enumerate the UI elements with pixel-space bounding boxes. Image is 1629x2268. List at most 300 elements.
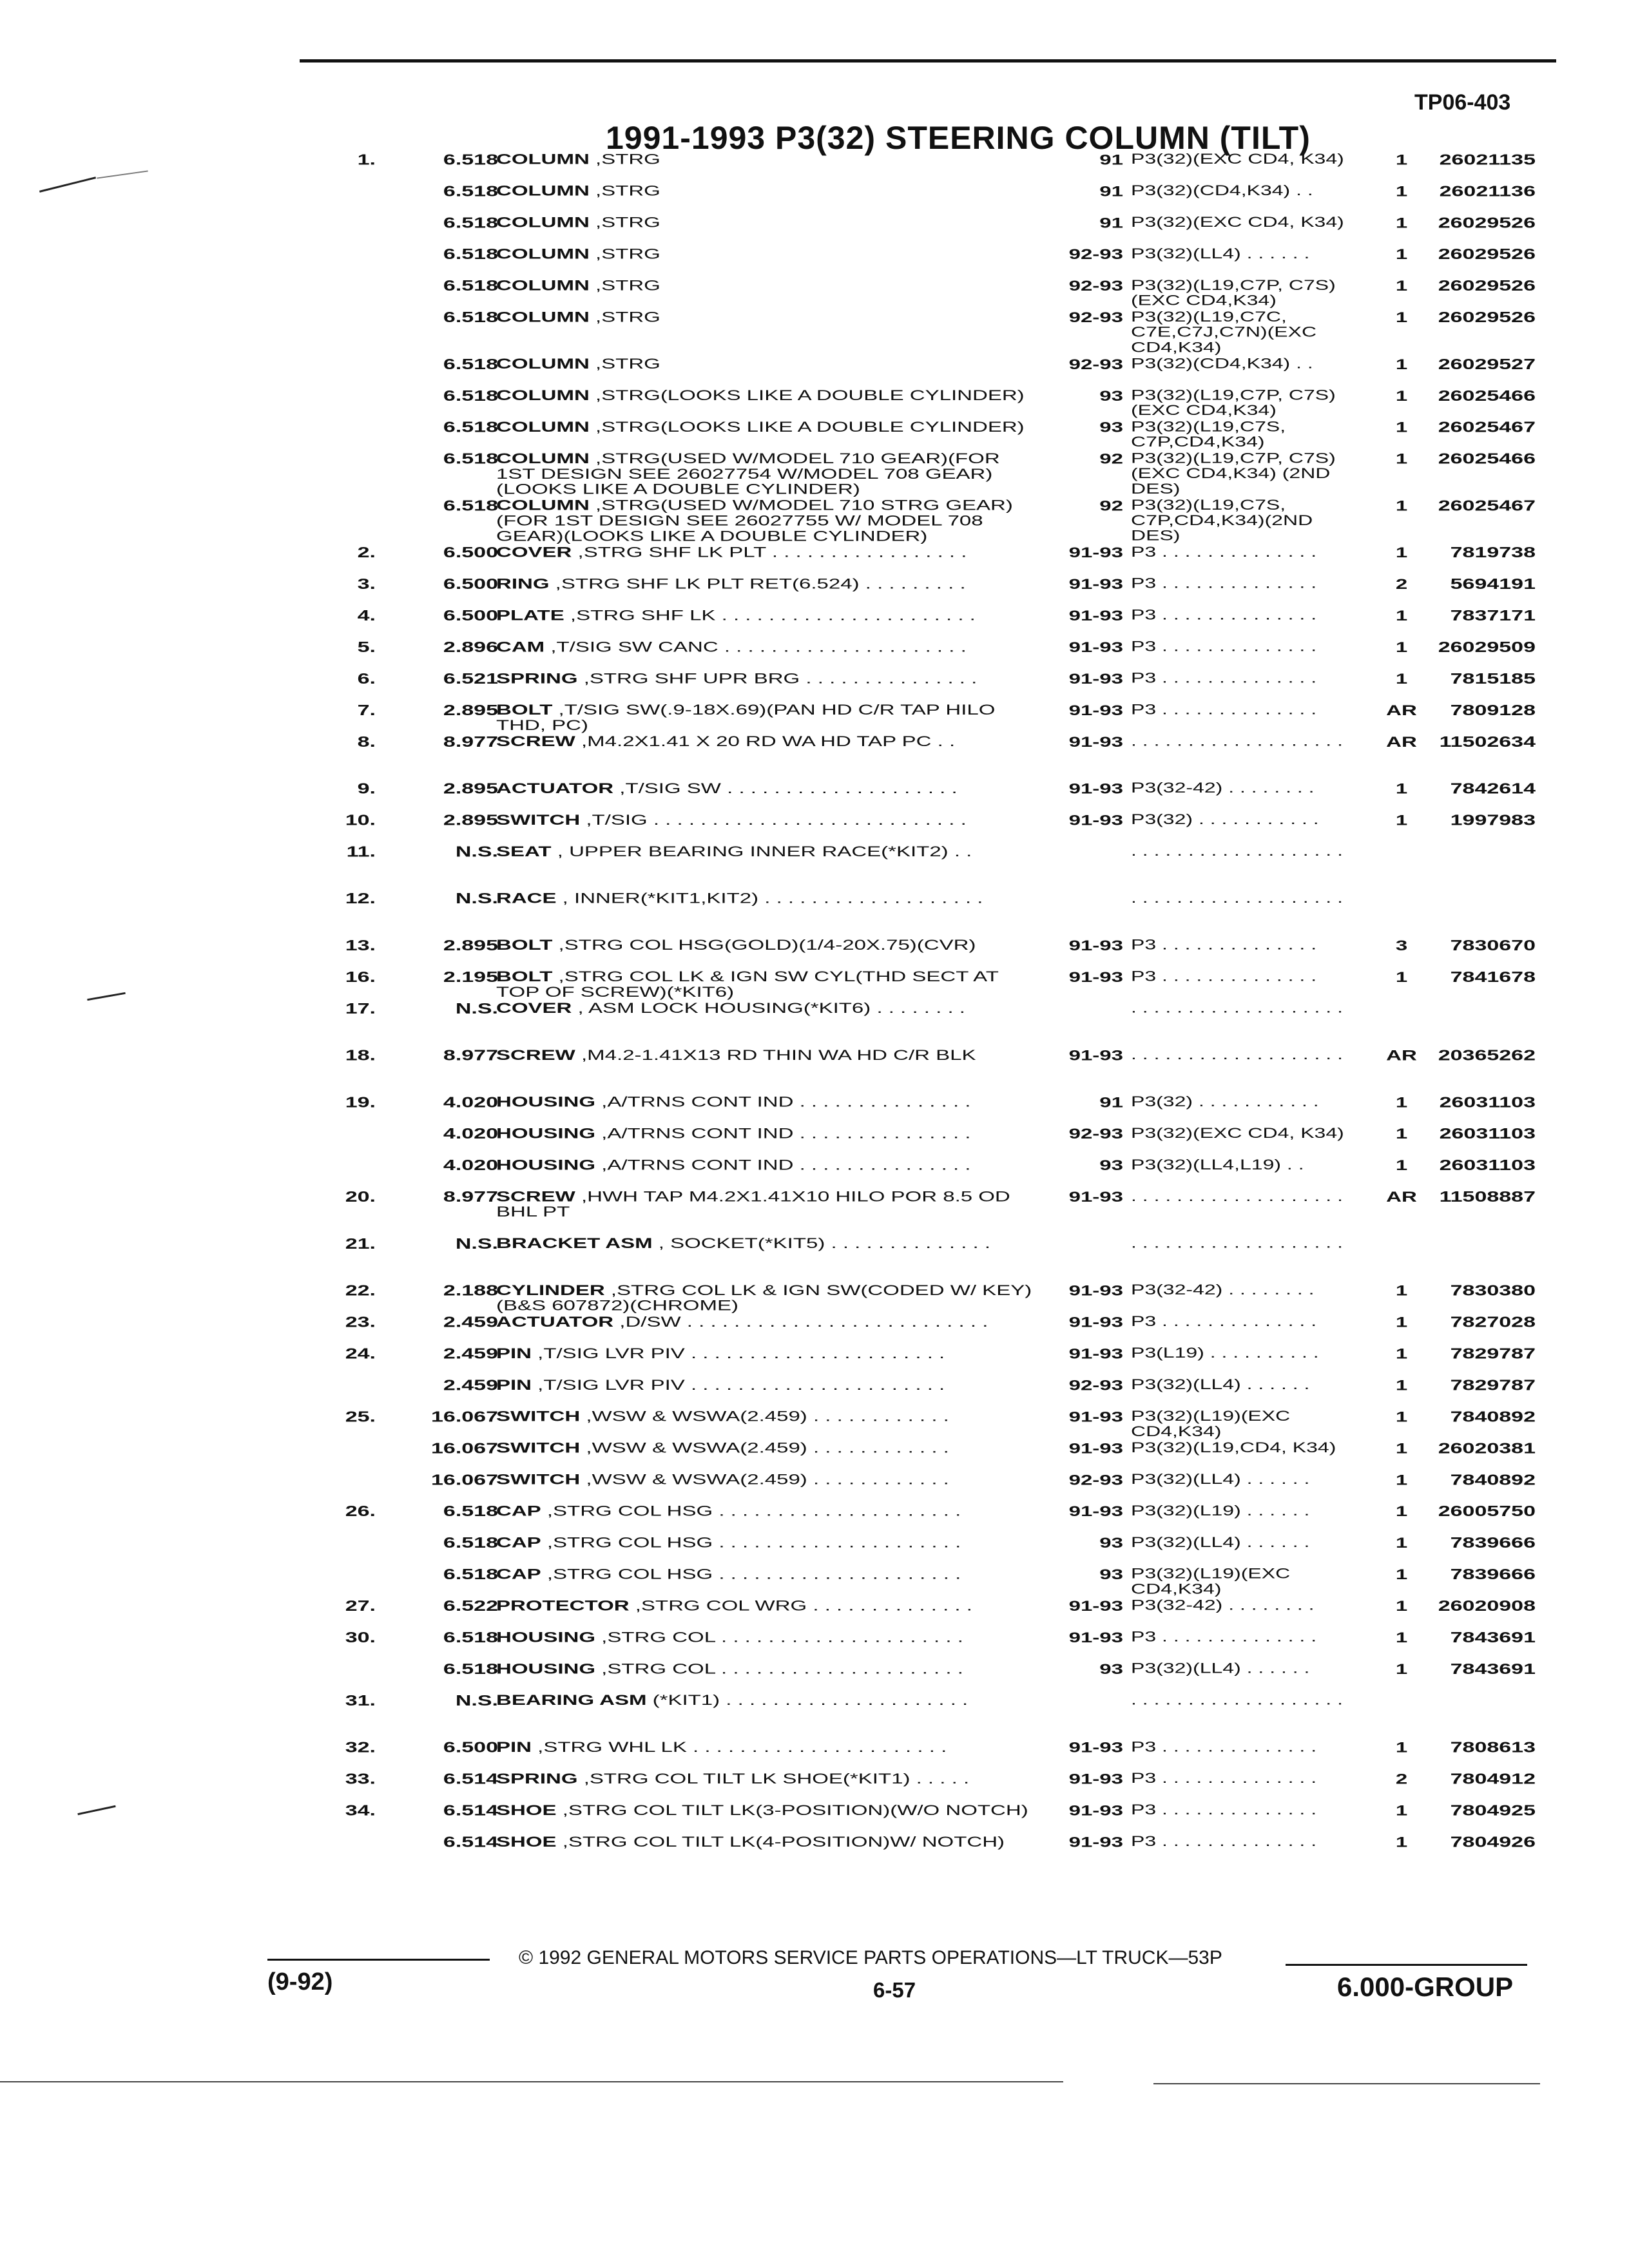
- group-number: 16.067: [431, 1471, 498, 1488]
- model-applicability: P3(32)(EXC CD4, K34): [1131, 1125, 1344, 1141]
- part-number: 7842614: [1450, 780, 1536, 798]
- table-row: [0, 419, 1629, 450]
- part-description: [496, 1189, 1044, 1220]
- part-number: 7819738: [1450, 544, 1536, 561]
- group-number: 6.514: [443, 1834, 498, 1850]
- quantity: AR: [1386, 1047, 1417, 1064]
- part-detail: , SOCKET(*KIT5) . . . . . . . . . . . . . .: [652, 1235, 991, 1251]
- group-number: 6.518: [443, 1566, 498, 1583]
- part-number: 7808613: [1450, 1739, 1536, 1756]
- model-applicability: P3(32)(L19,C7S, C7P,CD4,K34): [1131, 418, 1286, 450]
- quantity: 2: [1395, 1771, 1408, 1787]
- part-detail: ,STRG: [589, 355, 660, 372]
- part-number: 11502634: [1439, 733, 1536, 751]
- group-number: 4.020: [443, 1157, 498, 1174]
- table-row: [0, 1692, 1629, 1739]
- part-number: 26025467: [1438, 497, 1536, 514]
- ref-number: 12.: [345, 890, 376, 907]
- ref-number: 32.: [345, 1739, 376, 1756]
- part-name: SPRING: [496, 669, 578, 687]
- ref-number: 17.: [345, 1000, 376, 1017]
- model-applicability: P3(32)(L19)(EXC CD4,K34): [1131, 1566, 1291, 1597]
- quantity: AR: [1386, 702, 1417, 718]
- part-description: [496, 1503, 1044, 1519]
- quantity: 1: [1395, 607, 1408, 624]
- model-applicability: P3 . . . . . . . . . . . . . .: [1131, 575, 1317, 591]
- part-description: [496, 1235, 1044, 1251]
- model-years: 91: [1099, 1093, 1123, 1111]
- table-row: [0, 1189, 1629, 1236]
- model-years: 92-93: [1068, 356, 1123, 372]
- part-name: ACTUATOR: [496, 1313, 614, 1330]
- part-name: SCREW: [496, 1046, 575, 1063]
- part-description: [496, 419, 1044, 434]
- quantity: 1: [1395, 1503, 1408, 1519]
- part-description: [496, 151, 1044, 167]
- part-name: PIN: [496, 1738, 532, 1755]
- part-name: RACE: [496, 890, 557, 907]
- part-detail: (*KIT1) . . . . . . . . . . . . . . . . . . . . .: [646, 1691, 969, 1708]
- model-years: 91-93: [1068, 1314, 1123, 1331]
- part-detail: ,STRG SHF LK PLT RET(6.524) . . . . . . . . .: [549, 575, 966, 592]
- ref-number: 34.: [345, 1802, 376, 1819]
- table-row: [0, 733, 1629, 780]
- part-name: PIN: [496, 1376, 532, 1393]
- quantity: 1: [1395, 277, 1408, 294]
- part-description: [496, 1408, 1044, 1424]
- part-detail: ,STRG COL HSG(GOLD)(1/4-20X.75)(CVR): [552, 936, 976, 954]
- quantity: 1: [1395, 1566, 1408, 1582]
- model-years: 93: [1099, 419, 1123, 436]
- part-number: 26020908: [1438, 1597, 1536, 1615]
- quantity: 1: [1395, 1471, 1408, 1488]
- group-number: 6.521: [443, 670, 498, 687]
- model-applicability: . . . . . . . . . . . . . . . . . . .: [1131, 843, 1343, 859]
- model-applicability: P3 . . . . . . . . . . . . . .: [1131, 1628, 1317, 1645]
- model-years: 91: [1099, 182, 1123, 200]
- quantity: 1: [1395, 182, 1408, 200]
- model-applicability: P3 . . . . . . . . . . . . . .: [1131, 1802, 1317, 1818]
- quantity: 1: [1395, 1377, 1408, 1394]
- table-row: [0, 780, 1629, 812]
- ref-number: 10.: [345, 812, 376, 829]
- model-applicability: . . . . . . . . . . . . . . . . . . .: [1131, 733, 1343, 749]
- model-applicability: P3(32)(L19,C7S, C7P,CD4,K34)(2ND DES): [1131, 497, 1313, 544]
- model-applicability: P3(32-42) . . . . . . . .: [1131, 1597, 1315, 1613]
- part-description: [496, 608, 1044, 623]
- table-row: [0, 544, 1629, 576]
- table-row: [0, 1094, 1629, 1126]
- part-name: BEARING ASM: [496, 1691, 647, 1708]
- part-description: [496, 1440, 1044, 1456]
- quantity: 1: [1395, 245, 1408, 262]
- part-description: [496, 356, 1044, 371]
- model-years: 91-93: [1068, 1282, 1123, 1299]
- part-name: PIN: [496, 1345, 532, 1361]
- part-description: [496, 1377, 1044, 1392]
- part-description: [496, 278, 1044, 293]
- model-years: 92-93: [1068, 245, 1123, 262]
- table-row: [0, 1157, 1629, 1189]
- model-applicability: P3(32)(LL4) . . . . . .: [1131, 1534, 1310, 1550]
- part-number: 26025466: [1438, 387, 1536, 405]
- part-detail: ,STRG: [589, 214, 660, 231]
- part-name: CAP: [496, 1534, 541, 1551]
- part-description: [496, 1771, 1044, 1786]
- part-number: 7837171: [1450, 607, 1536, 624]
- model-applicability: P3(32)(LL4,L19) . .: [1131, 1157, 1304, 1173]
- part-number: 26029526: [1438, 245, 1536, 263]
- model-applicability: P3(32)(EXC CD4, K34): [1131, 151, 1344, 167]
- model-applicability: P3(32)(L19) . . . . . .: [1131, 1503, 1310, 1519]
- model-applicability: P3(32)(LL4) . . . . . .: [1131, 1471, 1310, 1487]
- model-applicability: P3(32)(CD4,K34) . .: [1131, 182, 1313, 198]
- table-row: [0, 1598, 1629, 1629]
- model-years: 91-93: [1068, 1834, 1123, 1850]
- table-row: [0, 1235, 1629, 1282]
- part-description: [496, 968, 1044, 999]
- part-detail: ,STRG SHF UPR BRG . . . . . . . . . . . . . . .: [577, 669, 978, 687]
- model-years: 91: [1099, 151, 1123, 168]
- model-years: 91-93: [1068, 639, 1123, 655]
- part-detail: ,HWH TAP M4.2X1.41X10 HILO POR 8.5 OD BHL PT: [496, 1188, 1010, 1220]
- ref-number: 9.: [357, 780, 376, 798]
- part-detail: ,WSW & WSWA(2.459) . . . . . . . . . . . .: [580, 1408, 949, 1425]
- part-name: SHOE: [496, 1833, 557, 1850]
- model-applicability: P3(32)(L19,CD4, K34): [1131, 1439, 1336, 1456]
- ref-number: 2.: [357, 544, 376, 561]
- part-name: SHOE: [496, 1802, 557, 1818]
- model-applicability: P3 . . . . . . . . . . . . . .: [1131, 638, 1317, 655]
- part-name: COLUMN: [496, 418, 590, 435]
- model-years: 93: [1099, 1534, 1123, 1551]
- part-name: COLUMN: [496, 497, 590, 514]
- model-applicability: P3(32) . . . . . . . . . . .: [1131, 1093, 1319, 1110]
- ref-number: 21.: [345, 1235, 376, 1253]
- table-row: [0, 576, 1629, 608]
- quantity: 1: [1395, 1314, 1408, 1331]
- ref-number: 5.: [357, 639, 376, 656]
- ref-number: 13.: [345, 937, 376, 954]
- group-number: 8.977: [443, 1188, 498, 1206]
- part-detail: ,WSW & WSWA(2.459) . . . . . . . . . . . .: [580, 1471, 949, 1488]
- ref-number: 25.: [345, 1408, 376, 1425]
- part-detail: ,M4.2X1.41 X 20 RD WA HD TAP PC . .: [575, 733, 956, 749]
- part-description: [496, 1566, 1044, 1582]
- doc-code: TP06-403: [1414, 90, 1511, 115]
- table-row: [0, 1739, 1629, 1771]
- part-number: 26029526: [1438, 309, 1536, 326]
- group-number: 6.518: [443, 245, 498, 263]
- table-row: [0, 1834, 1629, 1865]
- model-applicability: . . . . . . . . . . . . . . . . . . .: [1131, 1046, 1343, 1062]
- part-name: SCREW: [496, 733, 575, 749]
- quantity: 1: [1395, 356, 1408, 372]
- footer-rule-left: [267, 1959, 490, 1961]
- model-applicability: P3 . . . . . . . . . . . . . .: [1131, 669, 1317, 686]
- quantity: 1: [1395, 1408, 1408, 1425]
- group-number: 6.518: [443, 419, 498, 436]
- part-detail: ,STRG COL TILT LK(3-POSITION)(W/O NOTCH): [556, 1802, 1028, 1818]
- table-row: [0, 1377, 1629, 1408]
- group-number: 6.518: [443, 182, 498, 200]
- part-description: [496, 1692, 1044, 1707]
- part-detail: ,STRG COL HSG . . . . . . . . . . . . . . . . . . . . .: [541, 1503, 961, 1519]
- part-number: 7839666: [1450, 1534, 1536, 1552]
- table-row: [0, 450, 1629, 497]
- group-number: 4.020: [443, 1125, 498, 1142]
- quantity: 1: [1395, 968, 1408, 985]
- ref-number: 23.: [345, 1314, 376, 1331]
- table-row: [0, 387, 1629, 419]
- part-name: BOLT: [496, 936, 553, 954]
- part-name: COLUMN: [496, 151, 590, 168]
- part-detail: ,D/SW . . . . . . . . . . . . . . . . . . . . . . . . . .: [613, 1313, 988, 1330]
- group-number: 6.518: [443, 1534, 498, 1552]
- model-applicability: P3 . . . . . . . . . . . . . .: [1131, 968, 1317, 985]
- quantity: 1: [1395, 780, 1408, 797]
- model-years: 92-93: [1068, 277, 1123, 294]
- quantity: 1: [1395, 1093, 1408, 1111]
- part-description: [496, 1126, 1044, 1141]
- part-name: COLUMN: [496, 450, 590, 466]
- part-detail: ,STRG COL LK & IGN SW CYL(THD SECT AT TOP OF SCREW)(*KIT6): [496, 968, 999, 1000]
- part-description: [496, 1834, 1044, 1849]
- group-number: N.S.: [455, 890, 498, 907]
- quantity: 1: [1395, 1439, 1408, 1457]
- ref-number: 3.: [357, 575, 376, 593]
- part-detail: ,A/TRNS CONT IND . . . . . . . . . . . . . . .: [595, 1157, 971, 1173]
- model-applicability: . . . . . . . . . . . . . . . . . . .: [1131, 890, 1343, 906]
- model-applicability: P3(32)(LL4) . . . . . .: [1131, 1376, 1310, 1392]
- ref-number: 20.: [345, 1188, 376, 1206]
- ref-number: 4.: [357, 607, 376, 624]
- model-years: 93: [1099, 1660, 1123, 1677]
- ref-number: 19.: [345, 1093, 376, 1111]
- model-applicability: P3(32)(EXC CD4, K34): [1131, 214, 1344, 230]
- model-years: 91-93: [1068, 1345, 1123, 1362]
- table-row: [0, 608, 1629, 639]
- part-name: BOLT: [496, 968, 553, 985]
- part-number: 7827028: [1450, 1314, 1536, 1331]
- model-applicability: P3 . . . . . . . . . . . . . .: [1131, 701, 1317, 718]
- part-number: 7804926: [1450, 1834, 1536, 1850]
- part-name: COLUMN: [496, 182, 590, 199]
- group-number: 6.518: [443, 387, 498, 405]
- group-number: 6.500: [443, 1739, 498, 1756]
- model-years: 91-93: [1068, 575, 1123, 592]
- part-number: 26021136: [1439, 182, 1536, 200]
- part-detail: ,STRG: [589, 151, 660, 168]
- ref-number: 31.: [345, 1692, 376, 1709]
- model-years: 92-93: [1068, 1125, 1123, 1142]
- table-row: [0, 1000, 1629, 1047]
- model-applicability: P3(32-42) . . . . . . . .: [1131, 1282, 1315, 1298]
- part-description: [496, 1661, 1044, 1677]
- model-years: 91: [1099, 214, 1123, 231]
- part-number: 26029526: [1438, 214, 1536, 231]
- part-description: [496, 183, 1044, 198]
- part-name: COLUMN: [496, 355, 590, 372]
- model-applicability: P3 . . . . . . . . . . . . . .: [1131, 1738, 1317, 1755]
- table-row: [0, 843, 1629, 890]
- model-years: 92-93: [1068, 1471, 1123, 1488]
- part-detail: ,STRG COL HSG . . . . . . . . . . . . . . . . . . . . .: [541, 1566, 961, 1582]
- group-number: N.S.: [455, 1235, 498, 1253]
- part-name: RING: [496, 575, 550, 592]
- part-detail: ,STRG(USED W/MODEL 710 STRG GEAR)(FOR 1ST DESIGN SEE 26027755 W/ MODEL 708 GEAR)(LOOKS LIKE A DOUBLE CYLINDER): [496, 497, 1013, 544]
- group-number: 6.500: [443, 575, 498, 593]
- quantity: 1: [1395, 639, 1408, 655]
- part-number: 7843691: [1450, 1660, 1536, 1678]
- ref-number: 16.: [345, 968, 376, 986]
- part-detail: ,STRG COL TILT LK SHOE(*KIT1) . . . . .: [577, 1770, 970, 1787]
- part-description: [496, 497, 1044, 543]
- model-applicability: P3 . . . . . . . . . . . . . .: [1131, 1833, 1317, 1849]
- part-name: CYLINDER: [496, 1282, 605, 1298]
- model-years: 91-93: [1068, 670, 1123, 687]
- group-number: N.S.: [455, 1000, 498, 1017]
- ref-number: 33.: [345, 1771, 376, 1787]
- model-applicability: . . . . . . . . . . . . . . . . . . .: [1131, 1691, 1343, 1708]
- part-name: SPRING: [496, 1770, 578, 1787]
- part-detail: ,A/TRNS CONT IND . . . . . . . . . . . . . . .: [595, 1125, 971, 1142]
- part-number: 26005750: [1438, 1503, 1536, 1520]
- model-applicability: P3(32)(L19)(EXC CD4,K34): [1131, 1408, 1291, 1439]
- part-number: 20365262: [1438, 1047, 1536, 1064]
- bottom-rule-right: [1153, 2083, 1540, 2084]
- footer-copyright: © 1992 GENERAL MOTORS SERVICE PARTS OPERATIONS—LT TRUCK—53P: [519, 1947, 1222, 1968]
- table-row: [0, 356, 1629, 387]
- model-years: 93: [1099, 387, 1123, 404]
- part-name: BRACKET ASM: [496, 1235, 653, 1251]
- model-applicability: . . . . . . . . . . . . . . . . . . .: [1131, 1235, 1343, 1251]
- group-number: N.S.: [455, 1692, 498, 1709]
- part-description: [496, 1345, 1044, 1361]
- part-name: SCREW: [496, 1188, 575, 1205]
- table-row: [0, 1126, 1629, 1157]
- quantity: 1: [1395, 309, 1408, 325]
- part-number: 26021135: [1439, 151, 1536, 168]
- model-years: 91-93: [1068, 1802, 1123, 1819]
- part-name: CAP: [496, 1503, 541, 1519]
- quantity: 1: [1395, 1282, 1408, 1299]
- part-name: HOUSING: [496, 1093, 596, 1110]
- part-name: SWITCH: [496, 1408, 581, 1425]
- part-name: COVER: [496, 999, 572, 1016]
- part-description: [496, 1629, 1044, 1645]
- part-name: PLATE: [496, 606, 564, 624]
- quantity: 1: [1395, 1345, 1408, 1362]
- table-row: [0, 497, 1629, 544]
- model-applicability: P3 . . . . . . . . . . . . . .: [1131, 544, 1317, 560]
- part-description: [496, 1314, 1044, 1329]
- table-row: [0, 1408, 1629, 1440]
- group-number: 2.896: [443, 639, 498, 656]
- model-years: 93: [1099, 1157, 1123, 1173]
- part-number: 7804912: [1450, 1771, 1536, 1787]
- part-description: [496, 639, 1044, 655]
- quantity: AR: [1386, 733, 1417, 750]
- model-years: 92: [1099, 497, 1123, 514]
- part-description: [496, 544, 1044, 560]
- part-name: HOUSING: [496, 1628, 596, 1646]
- part-description: [496, 843, 1044, 859]
- part-number: 7830380: [1450, 1282, 1536, 1300]
- model-applicability: P3(32)(L19,C7P, C7S)(EXC CD4,K34) (2ND DES): [1131, 450, 1336, 497]
- model-applicability: P3(32)(L19,C7P, C7S)(EXC CD4,K34): [1131, 277, 1336, 309]
- part-number: 7809128: [1450, 702, 1536, 719]
- model-years: 91-93: [1068, 1439, 1123, 1457]
- group-number: 2.459: [443, 1314, 498, 1331]
- part-detail: ,M4.2-1.41X13 RD THIN WA HD C/R BLK: [575, 1046, 976, 1063]
- top-rule: [300, 59, 1556, 62]
- model-applicability: P3 . . . . . . . . . . . . . .: [1131, 606, 1317, 623]
- part-description: [496, 1282, 1044, 1313]
- group-number: 6.518: [443, 1629, 498, 1646]
- part-name: CAP: [496, 1566, 541, 1582]
- part-detail: ,STRG: [589, 309, 660, 325]
- group-number: 4.020: [443, 1093, 498, 1111]
- table-row: [0, 968, 1629, 1000]
- part-detail: ,STRG COL LK & IGN SW(CODED W/ KEY)(B&S 607872)(CHROME): [496, 1282, 1032, 1314]
- model-years: 91-93: [1068, 968, 1123, 985]
- part-name: SEAT: [496, 843, 552, 860]
- ref-number: 27.: [345, 1597, 376, 1615]
- group-number: 6.518: [443, 1503, 498, 1520]
- part-name: COVER: [496, 544, 572, 561]
- part-description: [496, 1535, 1044, 1550]
- part-number: 26029527: [1438, 356, 1536, 373]
- model-applicability: P3(32)(CD4,K34) . .: [1131, 355, 1313, 372]
- table-row: [0, 1566, 1629, 1598]
- table-row: [0, 639, 1629, 671]
- part-number: 7815185: [1450, 670, 1536, 687]
- group-number: 6.518: [443, 450, 498, 468]
- part-number: 1997983: [1450, 812, 1536, 829]
- model-applicability: P3(32)(L19,C7C, C7E,C7J,C7N)(EXC CD4,K34): [1131, 309, 1317, 356]
- part-description: [496, 387, 1044, 403]
- part-detail: ,STRG(LOOKS LIKE A DOUBLE CYLINDER): [589, 418, 1025, 435]
- table-row: [0, 1802, 1629, 1834]
- quantity: 1: [1395, 544, 1408, 561]
- model-years: 91-93: [1068, 1408, 1123, 1425]
- group-number: 8.977: [443, 1047, 498, 1064]
- ref-number: 22.: [345, 1282, 376, 1300]
- table-row: [0, 309, 1629, 356]
- part-detail: , INNER(*KIT1,KIT2) . . . . . . . . . . . . . . . . . . .: [556, 890, 983, 907]
- part-description: [496, 309, 1044, 325]
- group-number: 8.977: [443, 733, 498, 751]
- group-number: 2.895: [443, 780, 498, 798]
- ref-number: 6.: [357, 670, 376, 687]
- model-years: 92: [1099, 450, 1123, 467]
- part-detail: ,T/SIG LVR PIV . . . . . . . . . . . . . . . . . . . . . .: [532, 1345, 945, 1361]
- quantity: 1: [1395, 1534, 1408, 1551]
- table-row: [0, 671, 1629, 702]
- part-detail: ,STRG: [589, 182, 660, 199]
- model-years: 91-93: [1068, 1739, 1123, 1756]
- table-row: [0, 1047, 1629, 1094]
- table-row: [0, 1345, 1629, 1377]
- model-years: 91-93: [1068, 1503, 1123, 1519]
- part-description: [496, 576, 1044, 591]
- part-detail: ,T/SIG LVR PIV . . . . . . . . . . . . . . . . . . . . . .: [532, 1376, 945, 1393]
- group-number: 6.518: [443, 214, 498, 231]
- table-row: [0, 1629, 1629, 1661]
- part-detail: ,STRG COL . . . . . . . . . . . . . . . . . . . . .: [595, 1628, 963, 1646]
- model-years: 91-93: [1068, 1771, 1123, 1787]
